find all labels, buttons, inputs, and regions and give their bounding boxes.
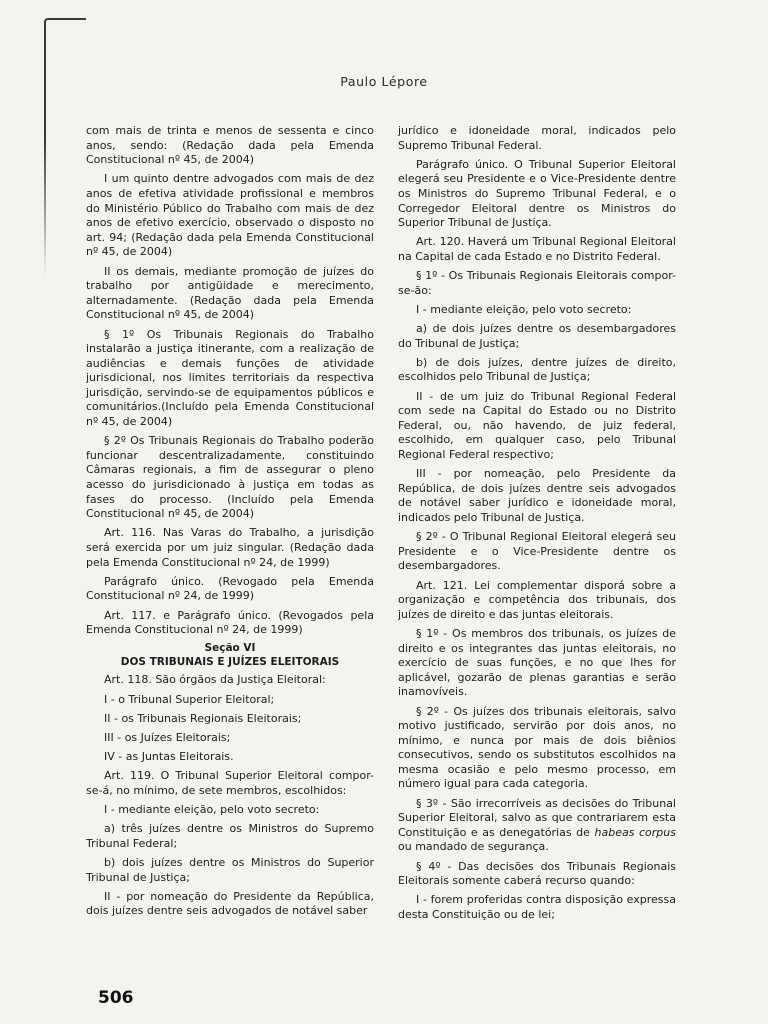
paragraph: I - o Tribunal Superior Eleitoral; [104,692,275,706]
paragraph: com mais de trinta e menos de sessenta e cinco anos, sendo: (Redação dada pela Emenda Constitucional nº 45, de 2004) [86,124,374,167]
paragraph: Art. 121. Lei complementar disporá sobre a organização e competência dos tribunais, dos juízes de direito e das juntas eleitorais. [398,578,676,621]
paragraph [398,797,676,855]
paragraph: IV - as Juntas Eleitorais. [104,750,234,764]
paragraph: Parágrafo único. (Revogado pela Emenda Constitucional nº 24, de 1999) [86,574,374,603]
italic-term: habeas corpus [594,825,676,839]
text-run: ou mandado de segurança. [398,840,549,854]
section-label: Seção VI [204,642,256,655]
paragraph: § 4º - Das decisões dos Tribunais Regionais Eleitorais somente caberá recurso quando: [398,859,676,888]
section-heading [86,642,374,669]
paragraph: Art. 116. Nas Varas do Trabalho, a jurisdição será exercida por um juiz singular. (Redação dada pela Emenda Constitucional nº 24, de 1999) [86,526,374,569]
paragraph: II - por nomeação do Presidente da República, dois juízes dentre seis advogados de notável saber [86,889,374,918]
paragraph: Art. 120. Haverá um Tribunal Regional Eleitoral na Capital de cada Estado e no Distrito Federal. [398,235,676,263]
paragraph: a) de dois juízes dentre os desembargadores do Tribunal de Justiça; [398,322,676,350]
paragraph: Art. 119. O Tribunal Superior Eleitoral compor-se-á, no mínimo, de sete membros, escolhidos: [86,769,374,797]
right-column [398,124,676,927]
paragraph: I - mediante eleição, pelo voto secreto: [104,803,320,817]
paragraph: b) de dois juízes, dentre juízes de direito, escolhidos pelo Tribunal de Justiça; [398,355,676,384]
paragraph: III - os Juízes Eleitorais; [104,730,231,744]
paragraph: III - por nomeação, pelo Presidente da República, de dois juízes dentre seis advogados de notável saber jurídico e idoneidade moral, indicados pelo Tribunal de Justiça. [398,467,676,524]
paragraph: I um quinto dentre advogados com mais de dez anos de efetiva atividade profissional e membros do Ministério Público do Trabalho com mais de dez anos de efetivo exercício, observado o disposto no art. 94; (Redação dada pela Emenda Constitucional nº 45, de 2004) [86,172,374,259]
paragraph: § 1º - Os membros dos tribunais, os juízes de direito e os integrantes das juntas eleitorais, no exercício de suas funções, e no que lhes for aplicável, gozarão de plenas garantias e serão inamovíveis. [398,626,676,699]
page-number: 506 [98,988,134,1008]
paragraph: jurídico e idoneidade moral, indicados pelo Supremo Tribunal Federal. [398,124,676,152]
section-title: DOS TRIBUNAIS E JUÍZES ELEITORAIS [120,655,340,668]
running-header: Paulo Lépore [340,74,428,89]
paragraph: § 2º Os Tribunais Regionais do Trabalho poderão funcionar descentralizadamente, constituindo Câmaras regionais, a fim de assegurar o pleno acesso do jurisdicionado à justiça em todas as fases do processo. (Incluído pela Emenda Constitucional nº 45, de 2004) [86,434,374,521]
paragraph: a) três juízes dentre os Ministros do Supremo Tribunal Federal; [86,822,374,850]
paragraph: II - os Tribunais Regionais Eleitorais; [104,711,302,725]
paragraph: I - forem proferidas contra disposição expressa desta Constituição ou de lei; [398,893,676,921]
paragraph: Art. 117. e Parágrafo único. (Revogados pela Emenda Constitucional nº 24, de 1999) [86,608,374,637]
paragraph: II os demais, mediante promoção de juízes do trabalho por antigüidade e merecimento, alternadamente. (Redação dada pela Emenda Constitucional nº 45, de 2004) [86,264,374,322]
left-column [86,124,374,924]
paragraph: § 2º - O Tribunal Regional Eleitoral elegerá seu Presidente e o Vice-Presidente dentre os desembargadores. [398,530,676,573]
paragraph: § 1º Os Tribunais Regionais do Trabalho instalarão a justiça itinerante, com a realização de audiências e demais funções de atividade jurisdicional, nos limites territoriais da respectiva jurisdição, servindo-se de equipamentos públicos e comunitários.(Incluído pela Emenda Constitucional nº 45, de 2004) [86,327,374,429]
paragraph: Parágrafo único. O Tribunal Superior Eleitoral elegerá seu Presidente e o Vice-Presidente dentre os Ministros do Supremo Tribunal Federal, e o Corregedor Eleitoral dentre os Ministros do Superior Tribunal de Justiça. [398,157,676,230]
paragraph: § 1º - Os Tribunais Regionais Eleitorais compor-se-ão: [398,269,676,297]
text-run: § 3º - São irrecorríveis as decisões do Tribunal Superior Eleitoral, salvo as que contrariarem esta Constituição e as denegatórias de [398,796,676,839]
paragraph: II - de um juiz do Tribunal Regional Federal com sede na Capital do Estado ou no Distrito Federal, ou, não havendo, de juiz federal, escolhido, em qualquer caso, pelo Tribunal Regional Federal respectivo; [398,389,676,462]
paragraph: b) dois juízes dentre os Ministros do Superior Tribunal de Justiça; [86,856,374,884]
paragraph: Art. 118. São órgãos da Justiça Eleitoral: [104,673,326,687]
paragraph: I - mediante eleição, pelo voto secreto: [416,302,632,316]
scan-edge-fade [44,138,46,278]
paragraph: § 2º - Os juízes dos tribunais eleitorais, salvo motivo justificado, servirão por dois anos, no mínimo, e nunca por mais de dois biênios consecutivos, sendo os substitutos escolhidos na mesma ocasião e pelo mesmo processo, em número igual para cada categoria. [398,704,676,791]
